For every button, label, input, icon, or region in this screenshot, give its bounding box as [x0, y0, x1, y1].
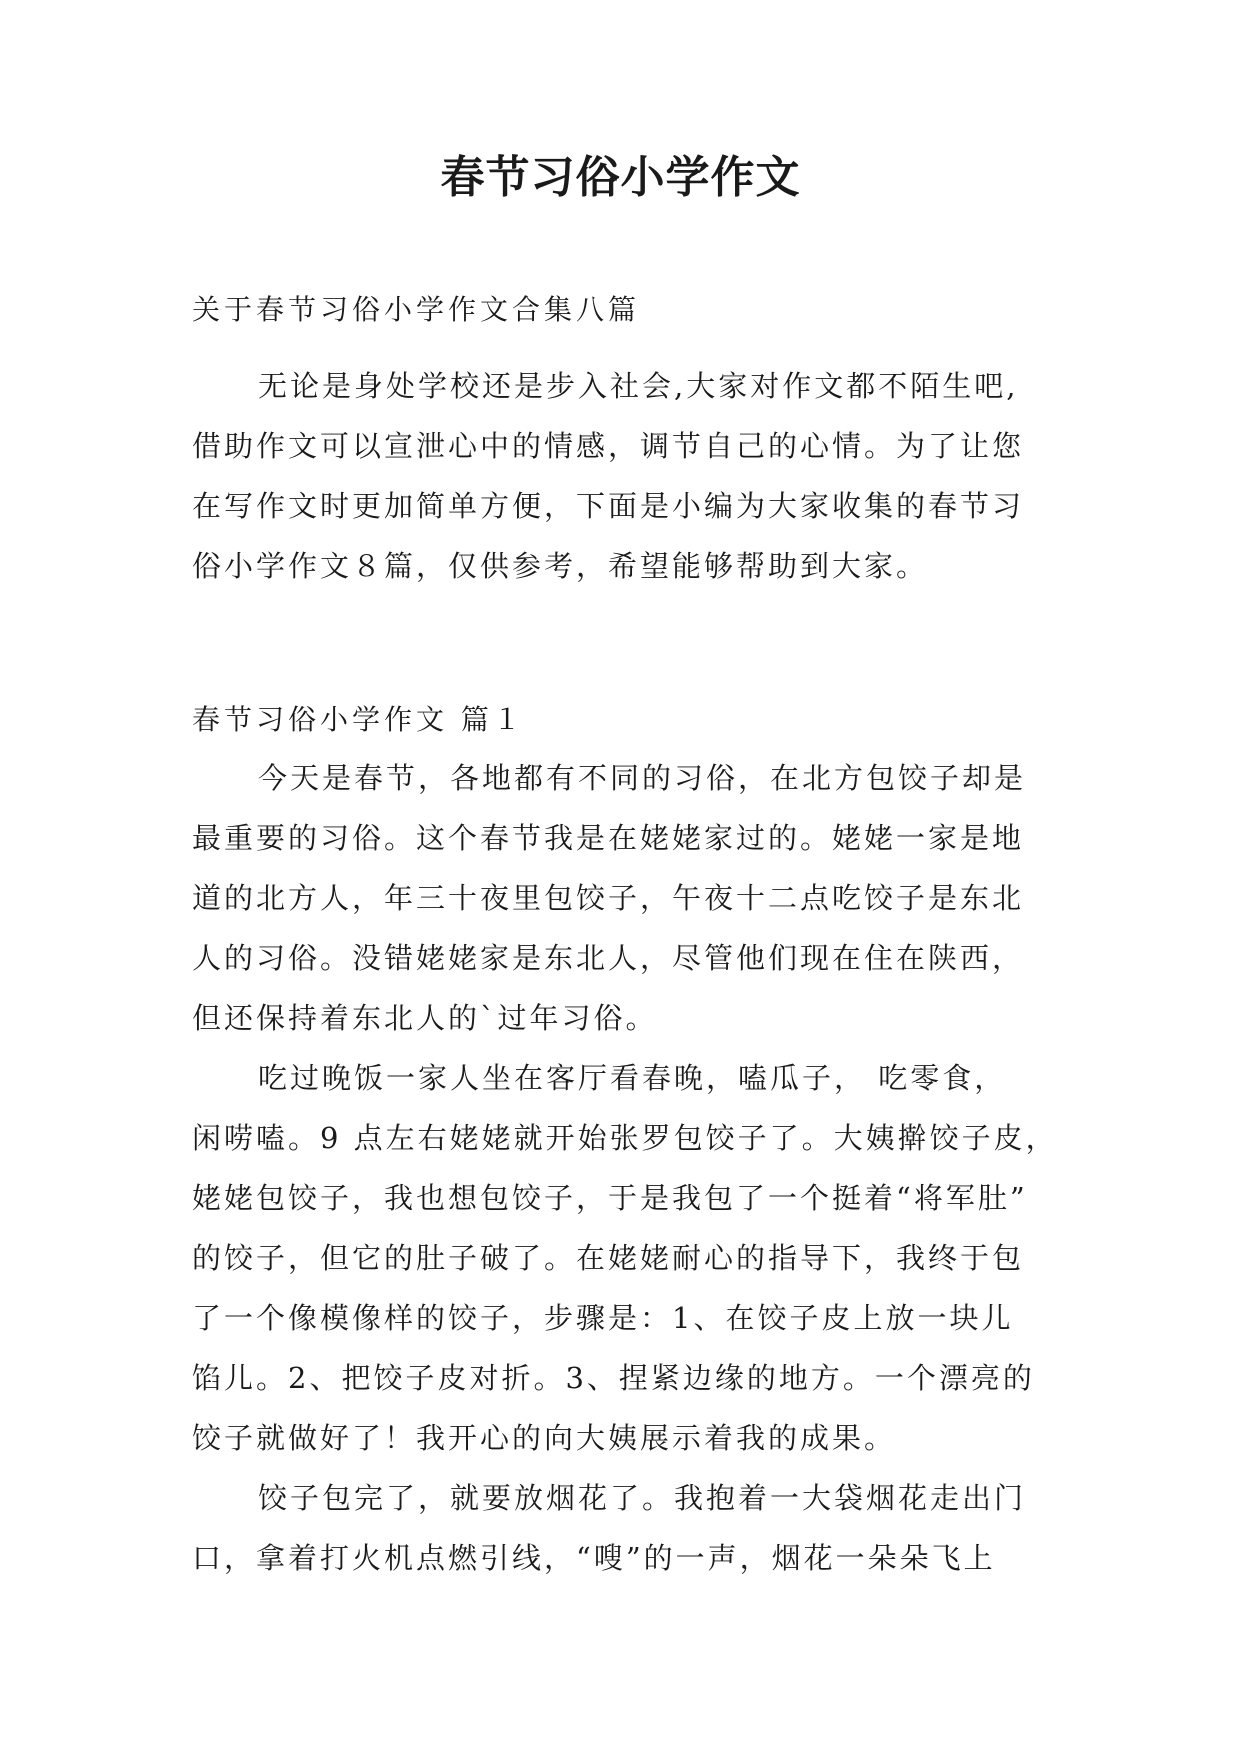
paragraph-line: 姥姥包饺子，我也想包饺子，于是我包了一个挺着“将军肚”: [192, 1181, 1028, 1215]
intro-line: 借助作文可以宣泄心中的情感，调节自己的心情。为了让您: [192, 429, 1025, 463]
paragraph-line: 了一个像模像样的饺子，步骤是：1、在饺子皮上放一块儿: [192, 1301, 1014, 1335]
essay-paragraph-3: [192, 1468, 1072, 1588]
section-heading: 春节习俗小学作文 篇１: [192, 703, 525, 736]
paragraph-line: 人的习俗。没错姥姥家是东北人，尽管他们现在住在陕西，: [192, 941, 1025, 975]
paragraph-line: 的饺子，但它的肚子破了。在姥姥耐心的指导下，我终于包: [192, 1241, 1025, 1275]
document-subtitle: 关于春节习俗小学作文合集八篇: [192, 293, 641, 326]
intro-line: 在写作文时更加简单方便，下面是小编为大家收集的春节习: [192, 489, 1025, 523]
essay-paragraph-1: [192, 748, 1072, 1048]
document-title: 春节习俗小学作文: [440, 152, 801, 203]
paragraph-line: 吃过晚饭一家人坐在客厅看春晚，嗑瓜子， 吃零食，: [258, 1061, 1007, 1095]
paragraph-line: 但还保持着东北人的`过年习俗。: [192, 1001, 658, 1035]
intro-paragraph: [192, 356, 1072, 596]
paragraph-line: 最重要的习俗。这个春节我是在姥姥家过的。姥姥一家是地: [192, 821, 1025, 855]
intro-line: 俗小学作文８篇，仅供参考，希望能够帮助到大家。: [192, 549, 929, 583]
paragraph-line: 饺子包完了，就要放烟花了。我抱着一大袋烟花走出门: [258, 1481, 1027, 1515]
paragraph-line: 闲唠嗑。9 点左右姥姥就开始张罗包饺子了。大姨擀饺子皮，: [192, 1121, 1058, 1155]
paragraph-line: 今天是春节，各地都有不同的习俗，在北方包饺子却是: [258, 761, 1027, 795]
paragraph-line: 饺子就做好了！我开心的向大姨展示着我的成果。: [192, 1421, 897, 1455]
paragraph-line: 馅儿。2、把饺子皮对折。3、捏紧边缘的地方。一个漂亮的: [192, 1361, 1035, 1395]
paragraph-line: 道的北方人，年三十夜里包饺子，午夜十二点吃饺子是东北: [192, 881, 1025, 915]
essay-paragraph-2: [192, 1048, 1072, 1468]
paragraph-line: 口，拿着打火机点燃引线，“嗖”的一声，烟花一朵朵飞上: [192, 1541, 996, 1575]
intro-line: 无论是身处学校还是步入社会,大家对作文都不陌生吧,: [258, 369, 1019, 403]
